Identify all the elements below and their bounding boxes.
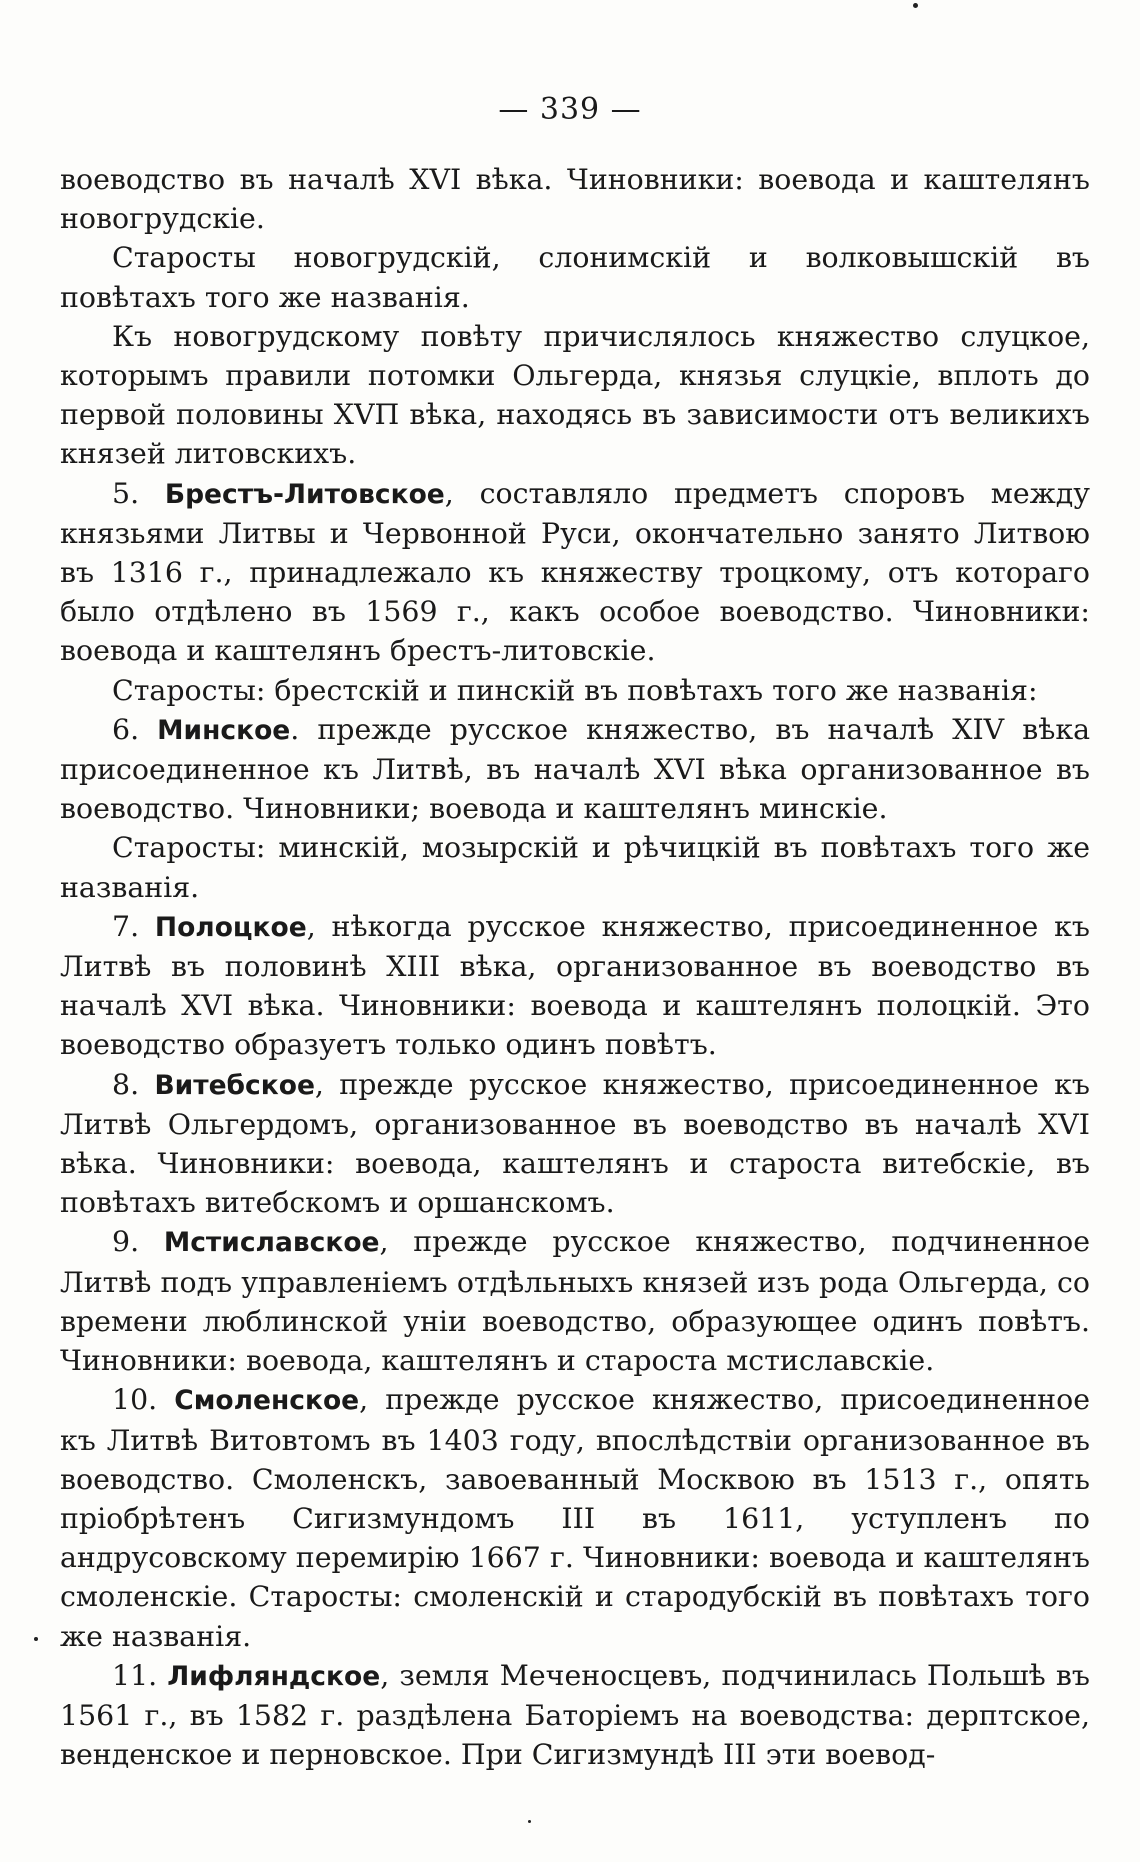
print-speck: [913, 3, 918, 8]
section-heading: Смоленское: [174, 1385, 360, 1417]
section-number: 10.: [112, 1383, 175, 1417]
page-number: — 339 —: [498, 92, 642, 127]
section-number: 11.: [112, 1658, 168, 1692]
section-mstislavl: 9. Мстиславское, прежде русское княжество, подчиненное Литвѣ подъ управленіемъ отдѣльныхъ князей изъ рода Ольгерда, со времени люблинской уніи воеводство, образующее одинъ повѣтъ. Чиновники: воевода, каштелянъ и староста мстиславскіе.: [60, 1225, 1090, 1378]
paragraph-novogrudok-starosts: Старосты новогрудскій, слонимскій и волковышскій въ повѣтахъ того же названія.: [60, 241, 1090, 314]
section-number: 7.: [112, 909, 155, 943]
paragraph-slutsk: Къ новогрудскому повѣту причислялось княжество слуцкое, которымъ правили потомки Ольгерда, князья слуцкіе, вплоть до первой половины XVП вѣка, находясь въ зависимости отъ великихъ князей литовскихъ.: [60, 319, 1090, 471]
paragraph-continuation: воеводство въ началѣ XVI вѣка. Чиновники: воевода и каштелянъ новогрудскіе.: [60, 163, 1090, 236]
section-number: 9.: [112, 1225, 164, 1259]
section-heading: Витебское: [154, 1069, 315, 1101]
section-heading: Мстиславское: [163, 1227, 380, 1259]
section-heading: Брестъ-Литовское: [164, 478, 445, 510]
section-heading: Минское: [157, 714, 291, 746]
paragraph-minsk-starosts: Старосты: минскій, мозырскій и рѣчицкій въ повѣтахъ того же названія.: [60, 831, 1090, 904]
print-speck: [528, 1820, 531, 1823]
section-number: 6.: [112, 712, 158, 746]
section-heading: Лифляндское: [167, 1660, 381, 1692]
section-number: 5.: [112, 476, 165, 510]
section-minsk: 6. Минское. прежде русское княжество, въ началѣ XIV вѣка присоединенное къ Литвѣ, въ началѣ XVI вѣка организованное въ воеводство. Чиновники; воевода и каштелянъ минскіе.: [60, 712, 1090, 826]
section-vitebsk: 8. Витебское, прежде русское княжество, присоединенное къ Литвѣ Ольгердомъ, организованное въ воеводство въ началѣ XVI вѣка. Чиновники: воевода, каштелянъ и староста витебскіе, въ повѣтахъ витебскомъ и оршанскомъ.: [60, 1067, 1090, 1220]
body-text: [60, 160, 1090, 1774]
section-smolensk: 10. Смоленское, прежде русское княжество, присоединенное къ Литвѣ Витовтомъ въ 1403 году, впослѣдствіи организованное въ воеводство. Смоленскъ, завоеванный Москвою въ 1513 г., опять пріобрѣтенъ Сигизмундомъ III въ 1611, уступленъ по андрусовскому перемирію 1667 г. Чиновники: воевода и каштелянъ смоленскіе. Старосты: смоленскій и стародубскій въ повѣтахъ того же названія.: [60, 1383, 1090, 1653]
section-brest-litovsk: 5. Брестъ-Литовское, составляло предметъ споровъ между князьями Литвы и Червонной Руси, окончательно занято Литвою въ 1316 г., принадлежало къ княжеству троцкому, отъ котораго было отдѣлено въ 1569 г., какъ особое воеводство. Чиновники: воевода и каштелянъ брестъ-литовскіе.: [60, 476, 1090, 668]
section-livonia: 11. Лифляндское, земля Меченосцевъ, подчинилась Польшѣ въ 1561 г., въ 1582 г. раздѣлена Баторіемъ на воеводства: дерптское, венденское и перновское. При Сигизмундѣ III эти воевод-: [60, 1658, 1090, 1772]
section-polotsk: 7. Полоцкое, нѣкогда русское княжество, присоединенное къ Литвѣ въ половинѣ XIII вѣка, организованное въ воеводство въ началѣ XVI вѣка. Чиновники: воевода и каштелянъ полоцкій. Это воеводство образуетъ только одинъ повѣтъ.: [60, 909, 1090, 1062]
section-heading: Полоцкое: [154, 911, 307, 943]
print-speck: [34, 1637, 38, 1641]
paragraph-brest-starosts: Старосты: брестскій и пинскій въ повѣтахъ того же названія:: [112, 673, 1038, 707]
section-number: 8.: [112, 1067, 155, 1101]
